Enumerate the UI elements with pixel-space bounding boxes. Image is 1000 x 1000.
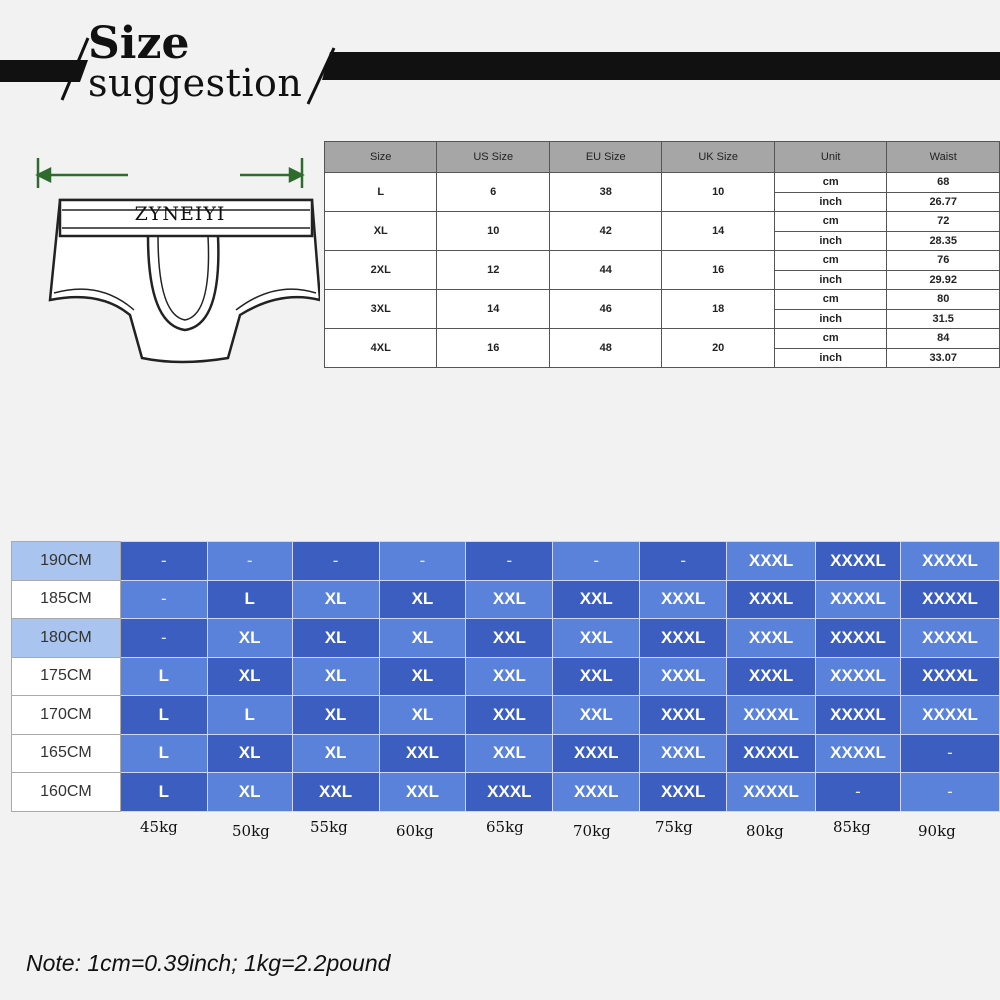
grid-cell: XXXXL — [900, 619, 999, 658]
grid-cell: - — [816, 773, 901, 812]
height-label: 180CM — [12, 619, 121, 658]
grid-cell: XXL — [466, 657, 553, 696]
size-cell-size: XL — [325, 212, 437, 251]
grid-cell: XXXXL — [900, 542, 999, 581]
grid-cell: XL — [379, 619, 466, 658]
grid-cell: XXXXL — [727, 773, 816, 812]
waist-cm: 72 — [887, 212, 1000, 232]
waist-inch: 33.07 — [887, 348, 1000, 368]
size-cell-eu: 42 — [549, 212, 661, 251]
header-eu-size: EU Size — [549, 142, 661, 173]
grid-cell: XL — [292, 657, 379, 696]
grid-row — [12, 542, 1000, 581]
grid-cell: XXXXL — [727, 696, 816, 735]
grid-cell: XXXXL — [727, 734, 816, 773]
grid-cell: - — [466, 542, 553, 581]
header-waist: Waist — [887, 142, 1000, 173]
height-label: 185CM — [12, 580, 121, 619]
grid-cell: XXL — [379, 773, 466, 812]
grid-cell: - — [900, 773, 999, 812]
waist-cm: 76 — [887, 251, 1000, 271]
weight-label: 60kg — [396, 822, 434, 840]
size-cell-uk: 10 — [662, 173, 774, 212]
size-table — [324, 141, 1000, 368]
grid-cell: XXL — [466, 696, 553, 735]
brief-illustration — [30, 150, 320, 370]
grid-cell: XXXXL — [816, 542, 901, 581]
grid-cell: XXL — [553, 696, 640, 735]
grid-row — [12, 734, 1000, 773]
weight-label: 50kg — [232, 822, 270, 840]
waist-inch: 29.92 — [887, 270, 1000, 290]
size-table-row — [325, 173, 1000, 193]
grid-cell: L — [120, 773, 207, 812]
unit-inch: inch — [774, 309, 886, 329]
grid-row — [12, 696, 1000, 735]
grid-cell: L — [120, 734, 207, 773]
grid-row — [12, 580, 1000, 619]
grid-cell: - — [292, 542, 379, 581]
grid-cell: XL — [207, 773, 292, 812]
grid-cell: XXXL — [466, 773, 553, 812]
size-cell-size: 2XL — [325, 251, 437, 290]
grid-cell: XL — [379, 657, 466, 696]
grid-cell: XXXL — [640, 734, 727, 773]
size-table-row — [325, 290, 1000, 310]
waist-cm: 80 — [887, 290, 1000, 310]
size-cell-size: L — [325, 173, 437, 212]
header-us-size: US Size — [437, 142, 549, 173]
size-cell-us: 6 — [437, 173, 549, 212]
grid-cell: - — [120, 619, 207, 658]
grid-cell: XXL — [553, 619, 640, 658]
grid-cell: XL — [292, 619, 379, 658]
title-suggestion: suggestion — [88, 61, 303, 105]
grid-cell: XL — [292, 580, 379, 619]
height-label: 165CM — [12, 734, 121, 773]
header-unit: Unit — [774, 142, 886, 173]
unit-inch: inch — [774, 348, 886, 368]
grid-cell: XXL — [553, 657, 640, 696]
grid-cell: - — [553, 542, 640, 581]
size-cell-eu: 46 — [549, 290, 661, 329]
grid-cell: XXL — [553, 580, 640, 619]
grid-cell: XXXL — [553, 734, 640, 773]
waist-cm: 84 — [887, 329, 1000, 349]
grid-cell: XXXL — [640, 696, 727, 735]
size-table-row — [325, 329, 1000, 349]
unit-cm: cm — [774, 251, 886, 271]
height-label: 190CM — [12, 542, 121, 581]
grid-cell: XXL — [466, 734, 553, 773]
size-cell-uk: 16 — [662, 251, 774, 290]
grid-cell: - — [379, 542, 466, 581]
unit-cm: cm — [774, 173, 886, 193]
grid-cell: XL — [207, 657, 292, 696]
grid-cell: XL — [292, 734, 379, 773]
height-label: 170CM — [12, 696, 121, 735]
grid-cell: XXXL — [640, 580, 727, 619]
grid-cell: XL — [379, 696, 466, 735]
grid-row — [12, 619, 1000, 658]
grid-cell: XXXL — [727, 580, 816, 619]
weight-label: 80kg — [746, 822, 784, 840]
size-table-header-row — [325, 142, 1000, 173]
size-cell-eu: 38 — [549, 173, 661, 212]
unit-inch: inch — [774, 270, 886, 290]
grid-cell: XXXL — [727, 619, 816, 658]
size-cell-us: 16 — [437, 329, 549, 368]
weight-label: 65kg — [486, 818, 524, 836]
unit-cm: cm — [774, 329, 886, 349]
grid-cell: XXXL — [640, 619, 727, 658]
size-cell-uk: 20 — [662, 329, 774, 368]
size-table-row — [325, 251, 1000, 271]
size-cell-size: 3XL — [325, 290, 437, 329]
grid-cell: XL — [207, 734, 292, 773]
weight-label: 45kg — [140, 818, 178, 836]
grid-cell: - — [207, 542, 292, 581]
grid-cell: XXL — [466, 619, 553, 658]
size-cell-eu: 48 — [549, 329, 661, 368]
size-table-row — [325, 212, 1000, 232]
conversion-note: Note: 1cm=0.39inch; 1kg=2.2pound — [26, 950, 391, 976]
grid-cell: XXXXL — [816, 580, 901, 619]
grid-cell: XXXL — [727, 542, 816, 581]
height-label: 160CM — [12, 773, 121, 812]
waist-inch: 26.77 — [887, 192, 1000, 212]
grid-cell: XL — [379, 580, 466, 619]
waist-inch: 28.35 — [887, 231, 1000, 251]
unit-inch: inch — [774, 192, 886, 212]
grid-cell: XXXXL — [816, 619, 901, 658]
grid-cell: XXXXL — [816, 734, 901, 773]
grid-cell: XXXL — [640, 657, 727, 696]
height-label: 175CM — [12, 657, 121, 696]
size-cell-uk: 14 — [662, 212, 774, 251]
size-cell-us: 14 — [437, 290, 549, 329]
weight-label: 70kg — [573, 822, 611, 840]
title-size: Size — [88, 18, 190, 69]
grid-cell: - — [120, 580, 207, 619]
grid-cell: - — [640, 542, 727, 581]
weight-label: 55kg — [310, 818, 348, 836]
unit-cm: cm — [774, 290, 886, 310]
brand-logo-text: ZYNEIYI — [134, 203, 226, 225]
grid-cell: XXXXL — [900, 657, 999, 696]
size-cell-uk: 18 — [662, 290, 774, 329]
grid-cell: L — [207, 696, 292, 735]
grid-cell: XXL — [379, 734, 466, 773]
grid-cell: XL — [292, 696, 379, 735]
grid-cell: XXL — [292, 773, 379, 812]
grid-cell: XXXL — [727, 657, 816, 696]
size-cell-us: 12 — [437, 251, 549, 290]
grid-row — [12, 657, 1000, 696]
weight-label: 75kg — [655, 818, 693, 836]
grid-cell: XXXL — [640, 773, 727, 812]
grid-cell: L — [120, 696, 207, 735]
grid-cell: XXXXL — [900, 696, 999, 735]
grid-cell: XXL — [466, 580, 553, 619]
waist-cm: 68 — [887, 173, 1000, 193]
grid-cell: - — [120, 542, 207, 581]
size-cell-us: 10 — [437, 212, 549, 251]
grid-cell: L — [120, 657, 207, 696]
height-weight-grid — [11, 541, 1000, 812]
grid-cell: XXXXL — [816, 657, 901, 696]
weight-label: 85kg — [833, 818, 871, 836]
unit-cm: cm — [774, 212, 886, 232]
size-cell-size: 4XL — [325, 329, 437, 368]
grid-cell: XXXXL — [900, 580, 999, 619]
header-size: Size — [325, 142, 437, 173]
grid-cell: XL — [207, 619, 292, 658]
grid-cell: L — [207, 580, 292, 619]
grid-cell: XXXXL — [816, 696, 901, 735]
unit-inch: inch — [774, 231, 886, 251]
header-uk-size: UK Size — [662, 142, 774, 173]
grid-row — [12, 773, 1000, 812]
waist-inch: 31.5 — [887, 309, 1000, 329]
grid-cell: XXXL — [553, 773, 640, 812]
grid-cell: - — [900, 734, 999, 773]
size-cell-eu: 44 — [549, 251, 661, 290]
weight-label: 90kg — [918, 822, 956, 840]
